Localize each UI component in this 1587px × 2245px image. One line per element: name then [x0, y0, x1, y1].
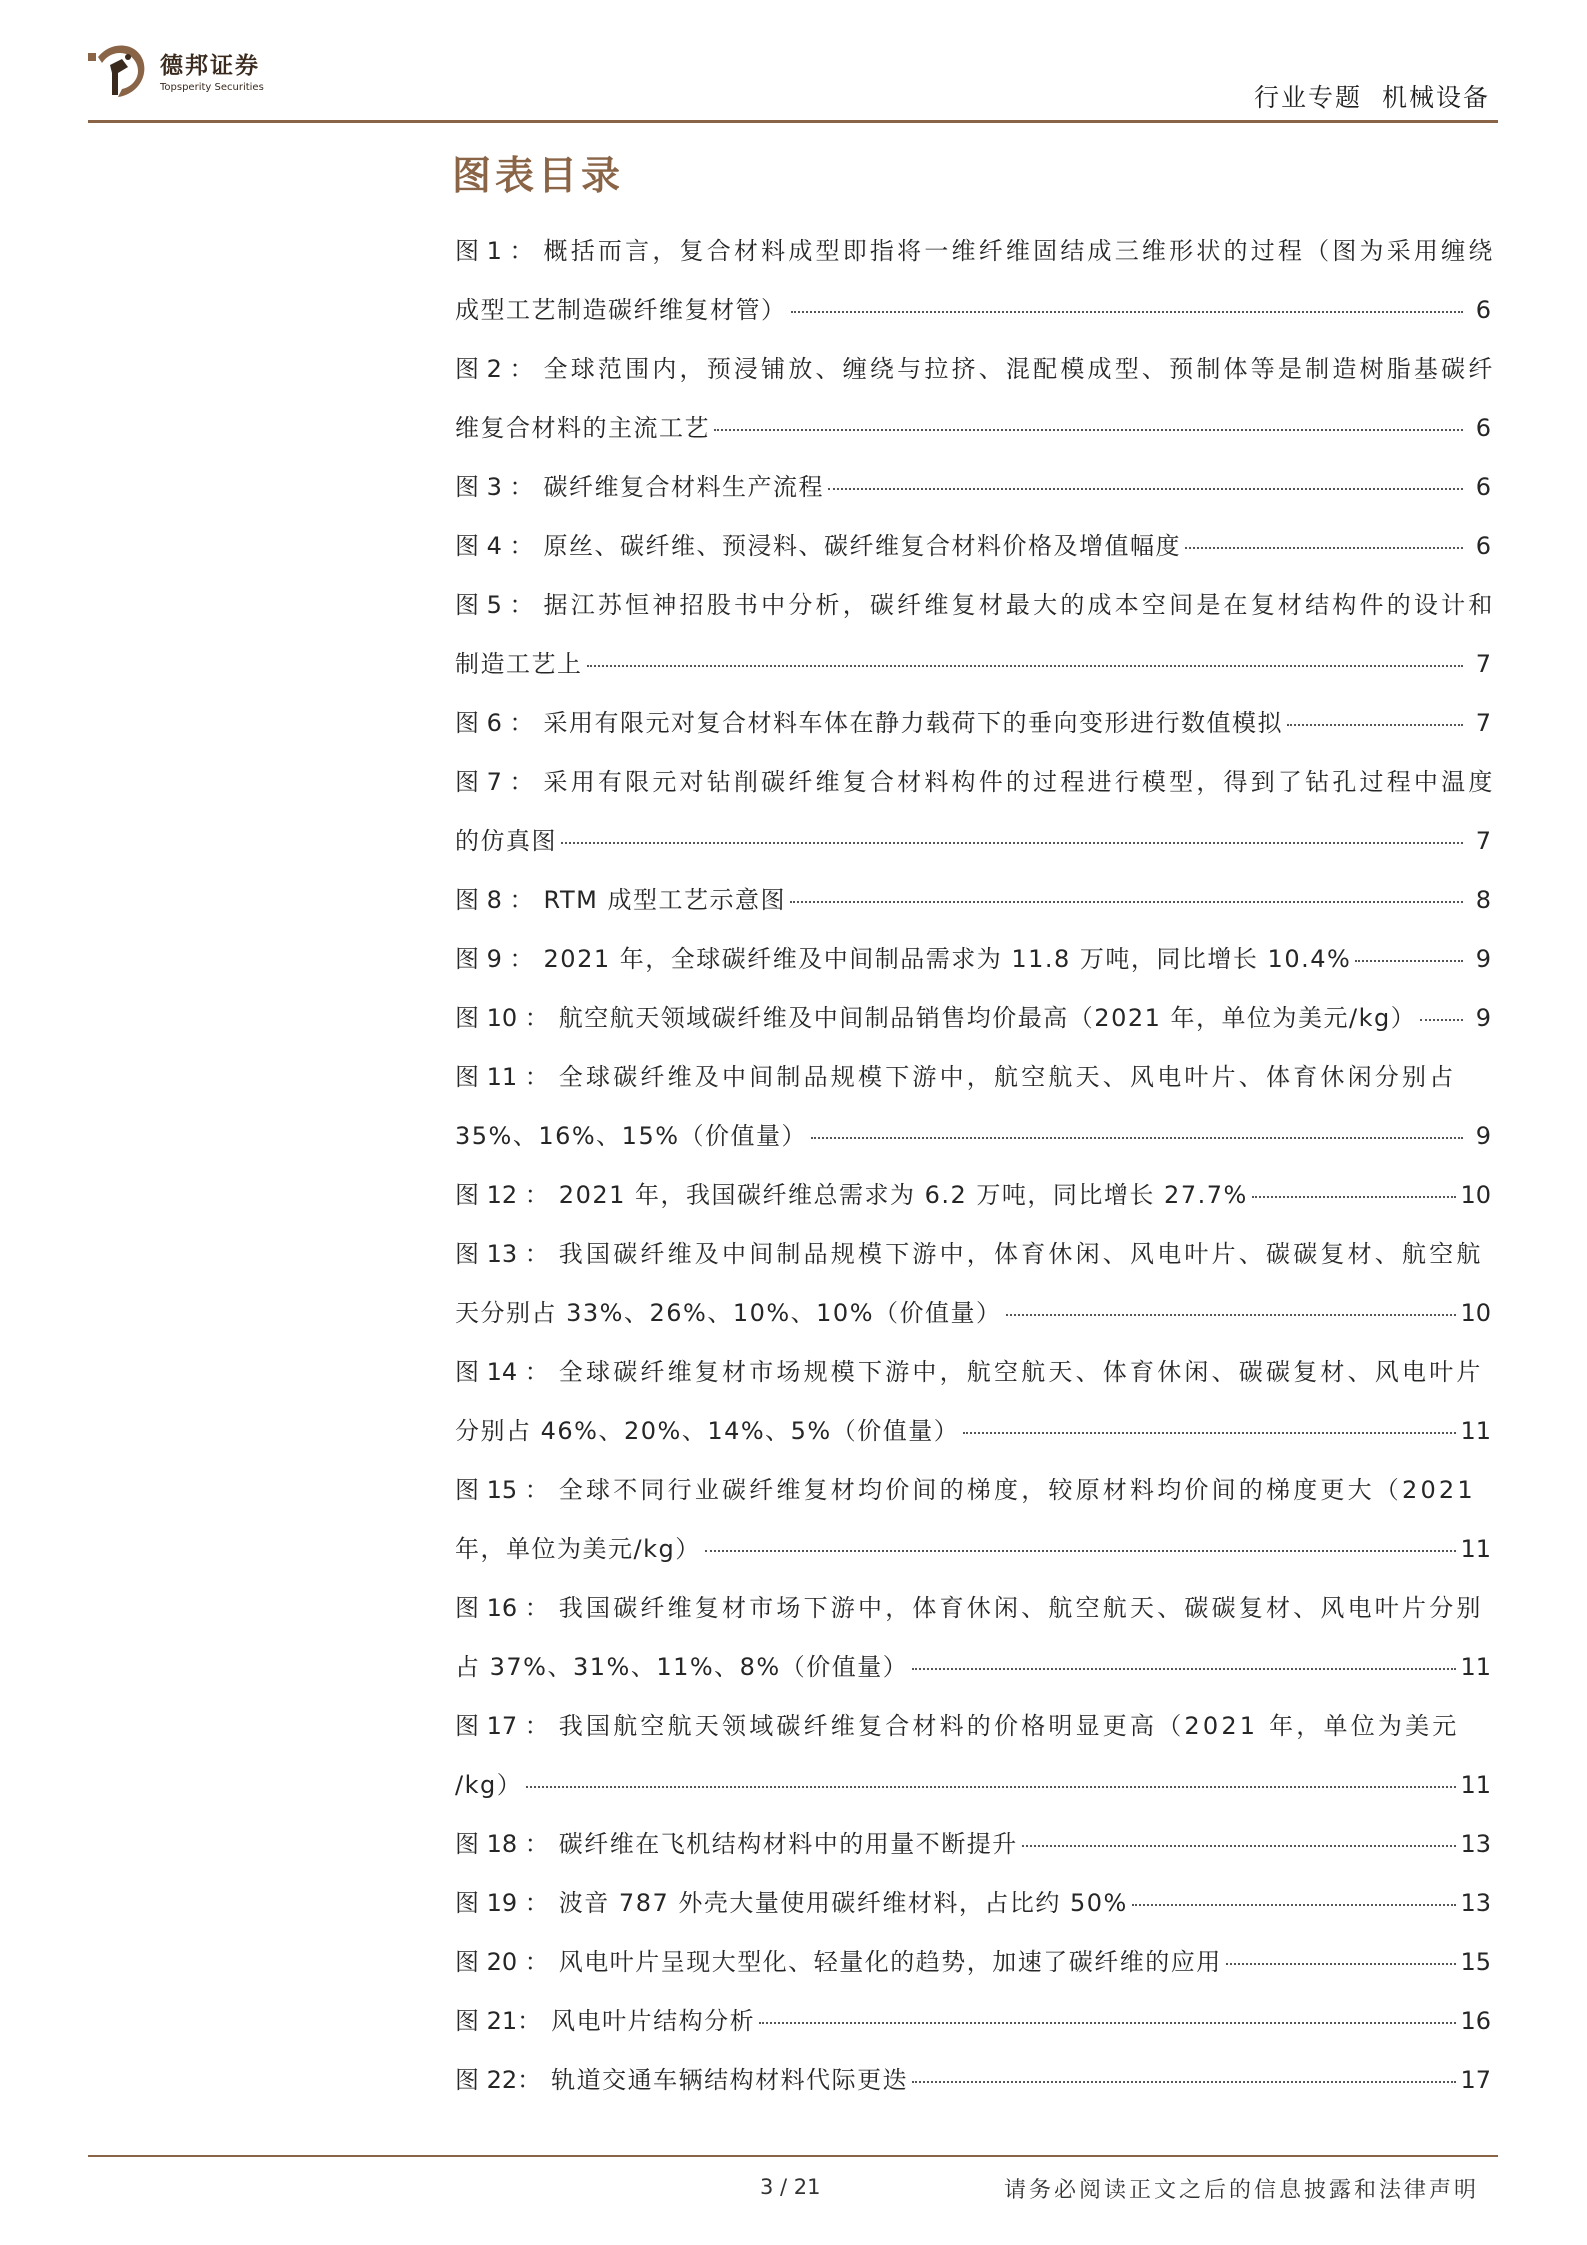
figure-label: 图 11 ： [455, 1063, 549, 1091]
toc-entry[interactable] [455, 576, 1496, 694]
dot-leader [1006, 1313, 1457, 1316]
page-number: 3 / 21 [760, 2175, 821, 2199]
dot-leader [912, 1667, 1456, 1670]
dot-leader [791, 310, 1464, 313]
dot-leader [828, 487, 1463, 490]
dot-leader [1022, 1844, 1457, 1847]
figure-label: 图 5 ： [455, 591, 534, 619]
report-category [1254, 78, 1490, 114]
figure-label: 图 22： [455, 2066, 542, 2094]
figure-page-number[interactable]: 7 [1475, 650, 1491, 678]
figure-caption: 风电叶片结构分析 [551, 2007, 756, 2035]
figure-caption: 航空航天领域碳纤维及中间制品销售均价最高（2021 年，单位为美元/kg） [558, 1004, 1417, 1032]
figure-caption: 采用有限元对钻削碳纤维复合材料构件的过程进行模型，得到了钻孔过程中温度 [543, 768, 1496, 796]
figure-page-number[interactable]: 7 [1475, 827, 1491, 855]
dot-leader [790, 900, 1463, 903]
figure-label: 图 8 ： [455, 886, 534, 914]
toc-entry[interactable] [455, 989, 1491, 1048]
figure-page-number[interactable]: 10 [1460, 1181, 1491, 1209]
dot-leader [1185, 546, 1463, 549]
figure-page-number[interactable]: 9 [1475, 1122, 1491, 1150]
toc-entry[interactable] [455, 2051, 1491, 2110]
figure-caption: 维复合材料的主流工艺 [455, 414, 710, 442]
dot-leader [811, 1136, 1463, 1139]
figure-label: 图 4 ： [455, 532, 534, 560]
toc-entry[interactable] [455, 1697, 1491, 1815]
dot-leader [1355, 959, 1463, 962]
figure-caption: 成型工艺制造碳纤维复材管） [455, 296, 787, 324]
figure-caption: 风电叶片呈现大型化、轻量化的趋势，加速了碳纤维的应用 [558, 1948, 1222, 1976]
figure-caption: 采用有限元对复合材料车体在静力载荷下的垂向变形进行数值模拟 [543, 709, 1284, 737]
toc-entry[interactable] [455, 1933, 1491, 1992]
figure-label: 图 1 ： [455, 237, 534, 265]
report-sector: 机械设备 [1381, 83, 1490, 112]
figure-page-number[interactable]: 6 [1475, 532, 1491, 560]
figure-label: 图 13 ： [455, 1240, 549, 1268]
toc-entry[interactable] [455, 1579, 1491, 1697]
figure-page-number[interactable]: 10 [1460, 1299, 1491, 1327]
page-header [88, 30, 1498, 122]
figure-label: 图 14 ： [455, 1358, 549, 1386]
toc-entry[interactable] [455, 1874, 1491, 1933]
figure-caption: 2021 年，全球碳纤维及中间制品需求为 11.8 万吨，同比增长 10.4% [543, 945, 1352, 973]
figure-page-number[interactable]: 6 [1475, 296, 1491, 324]
figure-label: 图 12 ： [455, 1181, 549, 1209]
figure-caption: 轨道交通车辆结构材料代际更迭 [551, 2066, 909, 2094]
figure-caption: 碳纤维在飞机结构材料中的用量不断提升 [558, 1830, 1018, 1858]
figure-page-number[interactable]: 13 [1460, 1830, 1491, 1858]
figure-page-number[interactable]: 17 [1460, 2066, 1491, 2094]
dot-leader [1226, 1962, 1457, 1965]
figure-page-number[interactable]: 9 [1475, 1004, 1491, 1032]
dot-leader [1420, 1018, 1463, 1021]
figure-label: 图 16 ： [455, 1594, 549, 1622]
company-logo [88, 30, 264, 110]
toc-entry[interactable] [455, 753, 1496, 871]
figure-page-number[interactable]: 11 [1460, 1771, 1491, 1799]
figure-label: 图 10 ： [455, 1004, 549, 1032]
toc-entry[interactable] [455, 1343, 1491, 1461]
legal-disclaimer: 请务必阅读正文之后的信息披露和法律声明 [1003, 2178, 1479, 2203]
figure-label: 图 19 ： [455, 1889, 549, 1917]
dot-leader [526, 1785, 1456, 1788]
dot-leader [561, 841, 1463, 844]
header-divider [88, 120, 1498, 123]
figure-caption: 据江苏恒神招股书中分析，碳纤维复材最大的成本空间是在复材结构件的设计和 [543, 591, 1496, 619]
figure-caption: 占 37%、31%、11%、8%（价值量） [455, 1653, 909, 1681]
company-logo-icon [88, 39, 150, 101]
figure-caption: 全球碳纤维及中间制品规模下游中，航空航天、风电叶片、体育休闲分别占 [558, 1063, 1457, 1091]
toc-entry[interactable] [455, 1992, 1491, 2051]
figure-label: 图 15 ： [455, 1476, 549, 1504]
figure-caption: 全球碳纤维复材市场规模下游中，航空航天、体育休闲、碳碳复材、风电叶片 [558, 1358, 1484, 1386]
figure-caption: 原丝、碳纤维、预浸料、碳纤维复合材料价格及增值幅度 [543, 532, 1182, 560]
figure-caption: 天分别占 33%、26%、10%、10%（价值量） [455, 1299, 1002, 1327]
dot-leader [912, 2080, 1456, 2083]
figure-caption: RTM 成型工艺示意图 [543, 886, 786, 914]
dot-leader [1252, 1195, 1457, 1198]
figure-label: 图 7 ： [455, 768, 534, 796]
dot-leader [1287, 723, 1463, 726]
figure-caption: /kg） [455, 1771, 523, 1799]
figure-caption: 年，单位为美元/kg） [455, 1535, 701, 1563]
figure-label: 图 6 ： [455, 709, 534, 737]
figure-page-number[interactable]: 11 [1460, 1417, 1491, 1445]
toc-entry[interactable] [455, 694, 1491, 753]
toc-entry[interactable] [455, 1225, 1491, 1343]
figure-page-number[interactable]: 6 [1475, 473, 1491, 501]
figure-label: 图 3 ： [455, 473, 534, 501]
toc-entry[interactable] [455, 871, 1491, 930]
dot-leader [1132, 1903, 1457, 1906]
dot-leader [705, 1549, 1457, 1552]
toc-entry[interactable] [455, 1048, 1491, 1166]
figure-list [455, 222, 1496, 2110]
dot-leader [587, 664, 1464, 667]
figure-caption: 全球不同行业碳纤维复材均价间的梯度，较原材料均价间的梯度更大（2021 [558, 1476, 1476, 1504]
figure-page-number[interactable]: 7 [1475, 709, 1491, 737]
figure-page-number[interactable]: 13 [1460, 1889, 1491, 1917]
figure-caption: 分别占 46%、20%、14%、5%（价值量） [455, 1417, 960, 1445]
figure-caption: 碳纤维复合材料生产流程 [543, 473, 825, 501]
figure-caption: 制造工艺上 [455, 650, 583, 678]
figure-label: 图 2 ： [455, 355, 534, 383]
dot-leader [714, 428, 1463, 431]
dot-leader [963, 1431, 1456, 1434]
toc-entry[interactable] [455, 517, 1491, 576]
company-name-en: Topsperity Securities [160, 82, 264, 93]
toc-entry[interactable] [455, 340, 1496, 458]
figure-page-number[interactable]: 11 [1460, 1535, 1491, 1563]
figure-caption: 我国航空航天领域碳纤维复合材料的价格明显更高（2021 年，单位为美元 [558, 1712, 1460, 1740]
dot-leader [759, 2021, 1456, 2024]
figure-caption: 全球范围内，预浸铺放、缠绕与拉挤、混配模成型、预制体等是制造树脂基碳纤 [543, 355, 1496, 383]
report-type: 行业专题 [1253, 83, 1362, 112]
toc-entry[interactable] [455, 930, 1491, 989]
toc-entry[interactable] [455, 458, 1491, 517]
toc-title: 图表目录 [452, 153, 625, 199]
figure-caption: 我国碳纤维复材市场下游中，体育休闲、航空航天、碳碳复材、风电叶片分别 [558, 1594, 1484, 1622]
figure-caption: 概括而言，复合材料成型即指将一维纤维固结成三维形状的过程（图为采用缠绕 [543, 237, 1496, 265]
figure-label: 图 9 ： [455, 945, 534, 973]
footer-divider [88, 2155, 1498, 2157]
figure-page-number[interactable]: 16 [1460, 2007, 1491, 2035]
figure-caption: 波音 787 外壳大量使用碳纤维材料，占比约 50% [558, 1889, 1128, 1917]
figure-caption: 2021 年，我国碳纤维总需求为 6.2 万吨，同比增长 27.7% [558, 1181, 1248, 1209]
figure-label: 图 17 ： [455, 1712, 549, 1740]
toc-entry[interactable] [455, 1461, 1491, 1579]
toc-entry[interactable] [455, 1815, 1491, 1874]
figure-page-number[interactable]: 11 [1460, 1653, 1491, 1681]
figure-label: 图 20 ： [455, 1948, 549, 1976]
company-name-cn: 德邦证券 [160, 53, 260, 79]
figure-caption: 我国碳纤维及中间制品规模下游中，体育休闲、风电叶片、碳碳复材、航空航 [558, 1240, 1484, 1268]
figure-caption: 35%、16%、15%（价值量） [455, 1122, 808, 1150]
figure-page-number[interactable]: 6 [1475, 414, 1491, 442]
figure-page-number[interactable]: 15 [1460, 1948, 1491, 1976]
figure-page-number[interactable]: 9 [1475, 945, 1491, 973]
figure-caption: 的仿真图 [455, 827, 557, 855]
figure-label: 图 18 ： [455, 1830, 549, 1858]
toc-entry[interactable] [455, 1166, 1491, 1225]
figure-label: 图 21： [455, 2007, 542, 2035]
toc-entry[interactable] [455, 222, 1496, 340]
figure-page-number[interactable]: 8 [1475, 886, 1491, 914]
